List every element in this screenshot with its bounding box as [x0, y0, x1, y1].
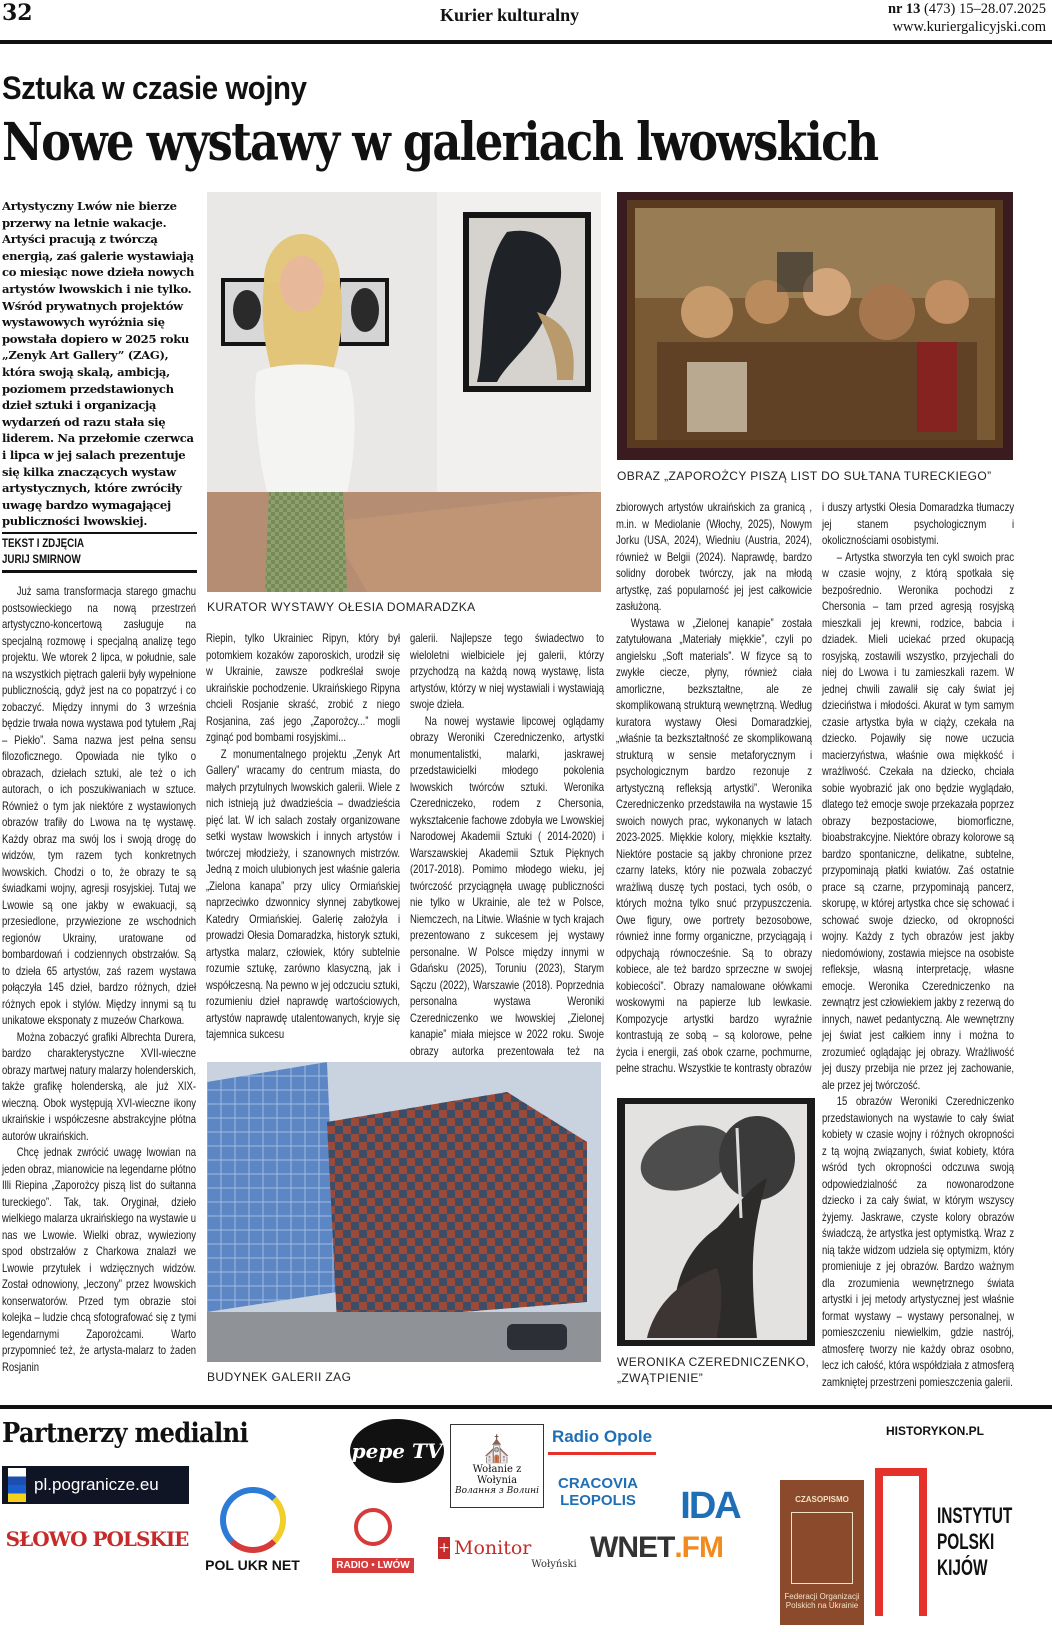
logo-text: POLSKI: [937, 1529, 995, 1554]
painting-photo-illustration: [617, 192, 1013, 460]
article-column-1: [2, 584, 196, 1376]
logo-subtext: Federacji Organizacji Polskich na Ukrainie: [784, 1592, 860, 1610]
logo-text: pl.pogranicze.eu: [34, 1475, 159, 1494]
logo-text: IDA: [680, 1484, 740, 1527]
logo-text: Wołanie z Wołynia: [472, 1464, 522, 1486]
logo-text: KIJÓW: [937, 1555, 988, 1580]
flags-icon: [8, 1468, 26, 1502]
logo-monitor[interactable]: [440, 1525, 575, 1570]
paragraph: 15 obrazów Weroniki Czeredniczenko przedstawionych na wystawie to cały świat kobiety w czasie wojny i różnych okropności z tą wojną związanych, świat kobiety, która wśród tych okropności odczuwa swoją odpowiedzialność za nowonarodzone dziecko i za cały świat, w którym wszyscy żyjemy. Jaskrawe, czyste kolory obrazów świadczą, że artystka jest optymistką. Wraz z nią także widzom udziela się optymizm, który promieniuje z jej obrazów. Bardzo ważnym dla zrozumienia wewnętrznego świata artystki i jej metody artystycznej jest właśnie format wystawy – wystawy personalnej, w pomieszczeniu niewielkim, gdzie nastrój, atmosferę tworzy nie każdy obraz osobno, lecz ich całość, która współdziała z atmosferą zamkniętej przestrzeni pomieszczenia galerii.: [822, 1095, 1015, 1389]
logo-text: SŁOWO POLSKIE: [5, 1527, 189, 1551]
paragraph: Wystawa w „Zielonej kanapie” została zatytułowana „Materiały miękkie”, czyli po angielsku „Soft materials”. W fizyce są to zwykłe ciecze, płyny, również ciała amorliczne, bezkształtne, ale ze skomplikowaną strukturą wewnętrzną. Według kuratora wystawy Ołesi Domaradzkiej, „właśnie ta bezkształtność ze skomplikowaną strukturą w sensie metaforycznym i psychologicznym bardzo rezonuje z artystyczną refleksją artystki”. Weronika Czeredniczenko przedstawiła na wystawie 15 swoich nowych prac, wykonanych w latach 2023-2025. Miękkie kolory, miękkie kształty. Niektóre postacie są jakby chronione przez czarny lateks, który nie pozwala zobaczyć wrażliwą duszę tych postaci, tych osób, o których można tylko snuć przypuszczenia. Owe figury, owe portrety bezosobowe, również inne formy organiczne, przyciągają i odpychają równocześnie. Są to obrazy kobiece, ale też bardzo sprzeczne w swojej kobiecości”. Obrazy namalowane ołówkami woskowymi na papierze lub lewkasie. Kompozycje artystki bardzo wyraźnie kontrastują ze sobą – są kolorowe, pełne życia i energii, zaś obok czarne, pochmurne, pełne strachu. Wszystkie te kontrasty obrazów: [616, 616, 813, 1075]
lead-paragraph: Artystyczny Lwów nie bierze przerwy na letnie wakacje. Artyści pracują z twórczą energią, zaś galerie wystawiają co miesiąc nowe dzieła nowych artystów lwowskich i nie tylko. Wśród prywatnych projektów wystawowych wyróżnia się powstała dopiero w 2025 roku „Zenyk Art Gallery” (ZAG), która swoją skalą, ambicją, poziomem przedstawionych dzieł sztuki i organizacją wydarzeń od razu stała się liderem. Na przełomie czerwca i lipca w jej salach prezentuje się kilka znaczących wystaw artystycznych, które zwróciły uwagę bardzo wymagającej publiczności lwowskiej.: [2, 199, 195, 529]
logo-ida[interactable]: [674, 1485, 746, 1527]
cross-icon: +: [438, 1537, 450, 1559]
website-link[interactable]: www.kuriergalicyjski.com: [892, 19, 1046, 35]
paragraph: Na nowej wystawie lipcowej oglądamy obrazy Weroniki Czeredniczenko, artystki monumentalistki, malarki, jaskrawej przedstawicielki młodego pokolenia lwowskich twórców sztuki. Weronika Czeredniczeko, rodem z Chersonia, wykształcenie fachowe zdobyła we Lwowskiej Narodowej Akademii Sztuki ( 2014-2020) i Warszawskiej Akademii Sztuk Pięknych (2017-2018). Pomimo młodego wieku, jej twórczość przyciągnęła uwagę publiczności nie tylko w Ukrainie, ale też w Polsce, Niemczech, na Litwie. Właśnie w tych krajach prezentowano z sukcesem jej wystawy personalne. W Polsce między innymi w Gdańsku (2025), Toruniu (2023), Starym Sączu (2022), Warszawie (2018). Poprzednia personalna wystawa Weroniki Czeredniczenko we lwowskiej „Zielonej kanapie” miała miejsce w 2022 roku. Swoje obrazy autorka prezentowała też na: [410, 714, 605, 1058]
photo-curator: [207, 192, 601, 592]
logo-subtext: Wołyński: [531, 1559, 577, 1570]
caption-line: „ZWĄTPIENIE”: [617, 1371, 704, 1385]
byline-label: TEKST I ZDJĘCIA: [2, 538, 85, 550]
logo-text: Radio Opole: [551, 1427, 653, 1446]
logo-text: INSTYTUT: [937, 1503, 1013, 1528]
shield-icon: [791, 1512, 853, 1584]
logo-pogranicze[interactable]: [2, 1466, 189, 1504]
byline-author: JURIJ SMIRNOW: [2, 554, 81, 566]
paragraph: Można zobaczyć grafiki Albrechta Durera, bardzo charakterystyczne XVII-wieczne obrazy martwej natury malarzy holenderskich, także grafikę holenderską, ale już XIX-wieczną. Obok występują XVI-wieczne ikony ukraińskie i współczesne abstrakcyjne płótna autorów ukraińskich.: [2, 1030, 197, 1143]
logo-text: RADIO • LWÓW: [332, 1558, 414, 1573]
headline: Nowe wystawy w galeriach lwowskich: [2, 112, 878, 173]
logo-subtext: Волання з Волині: [455, 1486, 539, 1496]
masthead-rule: [0, 40, 1052, 44]
photo-artwork: [617, 1098, 815, 1346]
logo-text: POL UKR NET: [205, 1557, 300, 1573]
logo-accent: .FM: [674, 1531, 723, 1564]
page-number: 32: [2, 0, 33, 26]
instytut-figure-icon: [875, 1468, 927, 1616]
logo-text: CZASOPISMO: [795, 1495, 849, 1504]
logo-text-block: [937, 1503, 1012, 1581]
section-title: Kurier kulturalny: [440, 5, 580, 25]
paragraph: Z monumentalnego projektu „Zenyk Art Gallery” wracamy do centrum miasta, do małych przytulnych lwowskich galerii. Wiele z nich istnieją już dwadzieścia – dwadzieścia pięć lat. W ich salach zostały organizowane setki wystaw lwowskich i innych artystów i twórczej młodzieży, i szanownych mistrzów. Jedną z moich ulubionych jest właśnie galeria „Zielona kanapa” przy ulicy Ormiańskiej naprzeciwko dzwonnicy słynnej zabytkowej Katedry Ormiańskiej. Galerię założyła i prowadzi Ołesia Domaradzka, historyk sztuki, artystka malarz, człowiek, który subtelnie rozumie sztukę, zarówno klasyczną, jak i współczesną. Na pewno w jej odczuciu sztuki, rozumieniu dzieł naprawdę wartościowych, artystów naprawdę utalentowanych, kryje się tajemnica sukcesu: [206, 747, 401, 1041]
paragraph: Riepin, tylko Ukrainiec Ripyn, który był potomkiem kozaków zaporoskich, urodził się w Ukrainie, zawsze podkreślał swoje ukraińskie pochodzenie. Ukraińskiego Ripyna chcieli Rosjanie skraść, zrobić z niego Rosjanina, zaś jego „Zaporożcy...” mogli zginąć pod bombami rosyjskimi...: [206, 632, 401, 744]
logo-radio-opole[interactable]: [548, 1422, 656, 1455]
byline-rule: [2, 532, 197, 534]
logo-wnet[interactable]: [574, 1528, 739, 1568]
photo-caption: [617, 1354, 809, 1386]
paragraph: Już sama transformacja starego gmachu postsowieckiego na nową przestrzeń artystyczno-koncertową zasługuje na specjalną rozmowę i specjalną analizę tego projektu. We wtorek 2 lipca, w południe, sale na wszystkich piętrach galerii były wypełnione publicznością, gdyż jest na co popatrzyć i co zobaczyć. Między innymi do 3 września będzie trwała nowa wystawa pod tytułem „Raj – Piekło”. Sama nazwa jest pełna sensu filozoficznego. Opowiada nie tylko o obrazach, dziełach sztuki, ale też o ich autorach, o ich poszukiwaniach w sztuce. Również o tym jak niektóre z wystawionych obrazów trafiły do Lwowa na tę wystawę. Każdy obraz ma swój los i swoją drogę do widzów, tym razem tych konkretnych lwowskich. Chodzi o to, że obrazy te są świadkami wojny, agresji rosyjskiej. Tutaj we Lwowie są one jakby w ewakuacji, są przesiedlone, przywiezione ze wschodnich regionów Ukrainy, uratowane od bombardowań i codziennych obstrzałów. Są to dzieła 65 artystów, zaś razem wystawa połączyła 145 dzieł, bardzo różnych, dzieł różnych epok i stylów. Między innymi są tu unikatowe eksponaty z muzeów Charkowa.: [2, 585, 197, 1027]
logo-text: pepe TV: [351, 1439, 443, 1463]
logo-text: CRACOVIA LEOPOLIS: [557, 1475, 638, 1509]
partners-title: Partnerzy medialni: [2, 1418, 249, 1449]
curator-photo-illustration: [207, 192, 601, 592]
building-photo-illustration: [207, 1062, 601, 1362]
issue-date: (473) 15–28.07.2025: [920, 1, 1046, 17]
photo-painting: [617, 192, 1013, 460]
logo-slowo-polskie[interactable]: [2, 1518, 192, 1560]
logo-instytut-polski[interactable]: [875, 1462, 1045, 1622]
logo-text: HISTORYKON.PL: [885, 1424, 984, 1438]
church-icon: ⛪: [480, 1435, 514, 1465]
article-column-3: [410, 631, 604, 1077]
logo-wolanie[interactable]: [450, 1424, 544, 1508]
issue-number: nr 13: [887, 1, 921, 17]
issue-info: [888, 0, 1046, 36]
logo-polukr[interactable]: [205, 1480, 300, 1580]
paragraph: – Artystka stworzyła ten cykl swoich prac w czasie wojny, z którą spotkała się bezpośrednio. Weronika pochodzi z Chersonia – tam przed agresją rosyjską mieszkali jej krewni, rodzice, babcia i dziadek. Mieli uciekać przed okupacją rosyjską, zostawili wszystko, przyjechali do niej do Lwowa i tu zamieszkali razem. W jednej chwili zawalił się cały świat jej dzieciństwa i młodości. Akurat w tym samym czasie artystka była w ciąży, czekała na dziecko. Pojawiły się nowe uczucia macierzyństwa, właśnie owa miękkość i wrażliwość. Czekała na dziecko, chciała sobie wyobrazić jak ono będzie wyglądało, dlatego też emocje swoje przekazała poprzez obrazy bezpostaciowe, biomorficzne, bioabstrakcyjne. Niektóre obrazy kolorowe są bardzo spontaniczne, delikatne, subtelne, przypominają płatki kwiatów. Zaś ostatnie prace są czarne, przypominają pancerz, skorupę, w której artystka chce się schować i schować swoje dziecko, od okropności wojny. Każdy z tych obrazów jest jakby niedomówiony, zostawia miejsce na osobiste refleksje, własną interpretację, własne emocje. Weronika Czeredniczenko na zewnątrz jest człowiekiem jakby z rezerwą do innych, nawet pedantyczną. Ale wewnętrzny jej świat jest całkiem inny i można to zrozumieć oglądając jej obrazy. Wrażliwość jej duszy przebija nie przez jej zachowanie, ale przez jej twórczość.: [822, 550, 1015, 1092]
logo-text: Monitor: [454, 1536, 532, 1559]
logo-historykon[interactable]: [885, 1418, 985, 1444]
logo-text: WNET: [590, 1531, 675, 1564]
photo-caption: OBRAZ „ZAPOROŻCY PISZĄ LIST DO SUŁTANA TURECKIEGO”: [617, 469, 992, 483]
article-column-4: [616, 500, 812, 1078]
paragraph: galerii. Najlepsze tego świadectwo to wieloletni wielbiciele jej galerii, którzy przychodzą na każdą nową wystawę, lista artystów, którzy w niej wystawiali i wystawiają swoje dzieła.: [410, 632, 605, 711]
caption-line: WERONIKA CZEREDNICZENKO,: [617, 1355, 810, 1369]
logo-pepe-tv[interactable]: [350, 1419, 444, 1483]
article-column-2: [206, 631, 400, 1044]
logo-cracovia[interactable]: [548, 1472, 648, 1512]
article-column-5: [822, 500, 1014, 1391]
photo-caption: KURATOR WYSTAWY OŁESIA DOMARADZKA: [207, 600, 476, 614]
photo-caption: BUDYNEK GALERII ZAG: [207, 1370, 352, 1384]
paragraph: zbiorowych artystów ukraińskich za granicą , m.in. w Mediolanie (Włochy, 2025), Nowym Jorku (USA, 2024), Wiedniu (Austria, 2024), również w Belgii (2024). Naprawdę, bardzo solidny dorobek twórczy, jak na młodą artystkę, zaś popularność jej jest całkowicie zasłużoną.: [616, 501, 813, 613]
logo-czasopismo[interactable]: [780, 1480, 864, 1625]
polukr-icon: [220, 1487, 286, 1553]
partners-rule: [0, 1405, 1052, 1409]
paragraph: Chcę jednak zwrócić uwagę lwowian na jeden obraz, mianowicie na legendarne płótno Illi Riepina „Zaporożcy piszą list do sułtanna tureckiego”. Tak, tak. Oryginał, dzieło wielkiego malarza ukraińskiego na wystawie u nas we Lwowie. Wielki obraz, wywieziony spod obstrzałów z Charkowa znalazł we Lwowie przytułek i wdzięcznych widzów. Został odnowiony, „leczony” przez lwowskich konserwatorów. Przed tym obrazie stoi kolejka – ludzie chcą sfotografować się z tymi legendarnymi Zaporożcami. Warto przypomnieć też, że artysta-malarz to żaden Rosjanin: [2, 1146, 197, 1374]
kicker: Sztuka w czasie wojny: [2, 70, 307, 106]
artwork-photo-illustration: [617, 1098, 815, 1346]
radio-tower-icon: [354, 1508, 392, 1546]
photo-building: [207, 1062, 601, 1362]
byline-rule: [2, 570, 197, 573]
logo-radio-lwow[interactable]: [318, 1490, 428, 1590]
paragraph: i duszy artystki Ołesia Domaradzka tłumaczy jej stanem psychologicznym i okolicznościami osobistymi.: [822, 501, 1015, 547]
byline: [2, 536, 84, 568]
